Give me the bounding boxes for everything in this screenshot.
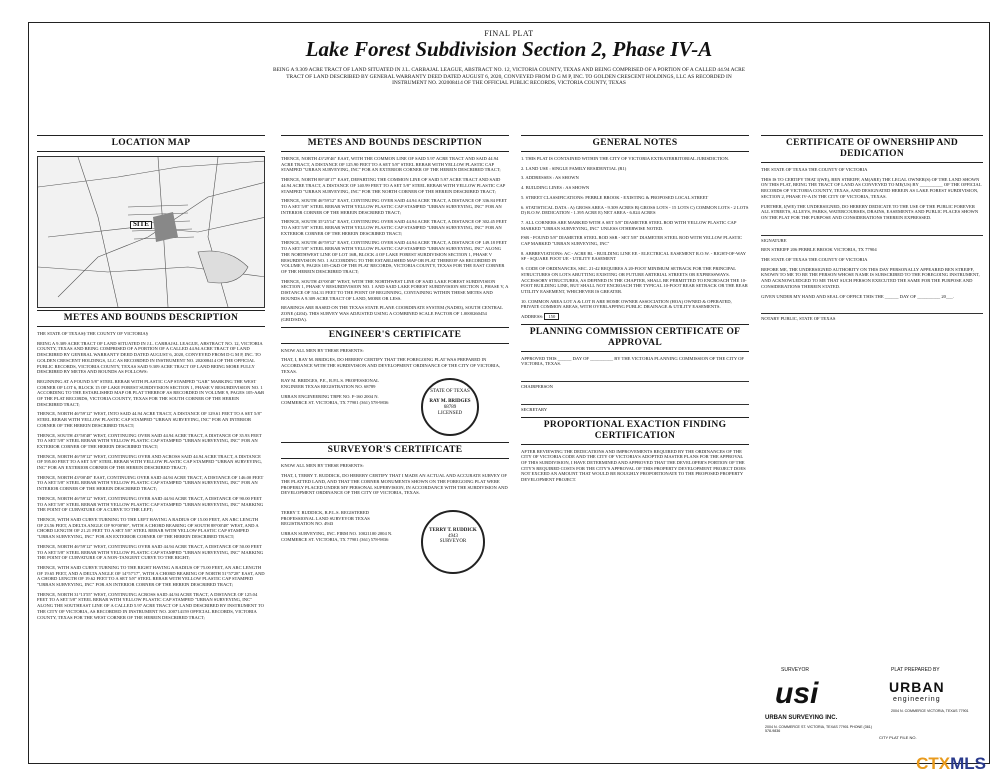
location-map-drawing: [38, 157, 265, 307]
metes-paragraph: THENCE, SOUTH 46°59'12" EAST, CONTINUING OVER SAID 44.94 ACRE TRACT, A DISTANCE OF 149.18 FEET TO A SET 5/8" STEEL REBAR WITH YELLOW PLASTIC CAP STAMPED "URBAN SURVEYING, INC" ALONG THE NORTHWEST LINE OF LOT 16B, BLOCK 4 OF LAKE FOREST SUBDIVISION SECTION 1, PHASE V RESUBDIVISION NO. 1 ACCORDING TO THE ESTABLISHED MAP OR PLAT THEREOF AS RECORDED IN VOLUME 9, PAGES 105-C&D OF THE PLAT RECORDS, VICTORIA COUNTY, TEXAS FOR THE EAST CORNER OF THE HEREIN DESCRIBED TRACT;: [281, 240, 507, 274]
general-note: 8. ABBREVIATIONS: AC - ACRE BL - BUILDING LINE EE - ELECTRICAL EASEMENT R.O.W. - RIGHT-OF-WAY SF - SQUARE FOOT UE - UTILITY EASEMENT: [521, 250, 746, 262]
general-notes-heading: GENERAL NOTES: [521, 135, 749, 152]
secretary-signature-line: [521, 396, 749, 405]
general-note: 9. CODE OF ORDINANCES, SEC. 21-42 REQUIRES A 20-FOOT MINIMUM SETBACK FOR THE PRINCIPAL STRUCTURES ON LOTS ABUTTING EXISTING OR FUTURE ARTERIAL STREETS OR EXPRESSWAYS. ACCESSORY STRUCTURES, AS DEFINED IN THE CHAPTER, SHALL BE PERMITTED TO ENCROACH THE 10-FOOT BUILDING LINE, BUT SHALL NOT ENCROACH THE TYPICAL 10-FOOT REAR SETBACK OR THE REAR UTILITY EASEMENT, WHICHEVER IS GREATER.: [521, 266, 748, 294]
ownership-p3: BEFORE ME, THE UNDERSIGNED AUTHORITY ON THIS DAY PERSONALLY APPEARED BEN STREIFF, KNOWN TO ME TO BE THE PERSON WHOSE NAME IS SUBSCRIBED TO THE FOREGOING INSTRUMENT, AND ACKNOWLEDGED TO ME THAT SUCH PERSON EXECUTED THE SAME FOR THE PURPOSE AND CONSIDERATIONS THEREIN STATED.: [761, 266, 980, 289]
surveyor-firm: URBAN SURVEYING, INC. FIRM NO. 10021100 2004 N. COMMERCE ST. VICTORIA, TX 77901 (361) 578-9836: [281, 531, 393, 542]
surveyor-heading: SURVEYOR'S CERTIFICATE: [281, 442, 509, 459]
owner-signature-line: [761, 227, 983, 236]
general-note: 10. COMMON AREA LOT A & LOT B ARE HOME OWNER ASSOCIATION (HOA) OWNED & OPERATED, PRIVATE COMMON AREAS, WITH OVERLAPPING PUBLIC DRAINAGE & UTILITY EASEMENTS.: [521, 298, 732, 310]
title-block-label: CITY PLAT FILE NO.: [879, 735, 917, 740]
general-note: 1. THIS PLAT IS CONTAINED WITHIN THE CITY OF VICTORIA EXTRATERRITORIAL JURISDICTION.: [521, 156, 730, 161]
ownership-p1: THIS IS TO CERTIFY THAT I(WE), BEN STREIFF, AM(ARE) THE LEGAL OWNER(S) OF THE LAND SHOWN ON THIS PLAT, BEING THE TRACT OF LAND AS CONVEYED TO ME(US) BY __________ OF THE OFFICIAL RECORDS OF VICTORIA COUNTY, TEXAS, AND DESIGNATED HEREIN AS LAKE FOREST SUBDIVISION, SECTION 2, PHASE IV-A IN THE CITY OF VICTORIA, TEXAS.: [761, 176, 982, 199]
ownership-p4: GIVEN UNDER MY HAND AND SEAL OF OFFICE THIS THE ______ DAY OF __________ 20___.: [761, 293, 954, 299]
metes-paragraph: THENCE, NORTH 43°00'48" EAST, CONTINUING OVER SAID 44.94 ACRE TRACT, A DISTANCE OF 146.00 FEET TO A SET 5/8" STEEL REBAR WITH YELLOW PLASTIC CAP STAMPED "URBAN SURVEYING, INC" FOR AN INTERIOR CORNER OF THE HEREIN DESCRIBED TRACT;: [37, 474, 264, 492]
general-note: 4. BUILDING LINES : AS SHOWN: [521, 185, 590, 191]
engineer-seal-line-2: RAY M. BRIDGES: [429, 399, 471, 405]
mls-text: MLS: [950, 754, 986, 773]
metes-paragraph: THENCE, SOUTH 43°58'48" WEST, CONTINUING OVER SAID 44.94 ACRE TRACT, A DISTANCE OF 35.93 FEET TO A SET 5/8" STEEL REBAR WITH YELLOW PLASTIC CAP STAMPED "URBAN SURVEYING, INC" FOR AN EXTERIOR CORNER OF THE HEREIN DESCRIBED TRACT;: [37, 432, 262, 449]
metes-paragraph: THENCE, NORTH 46°59'12" WEST, CONTINUING OVER SAID 44.94 ACRE TRACT, A DISTANCE OF 90.00 FEET TO A SET 5/8" STEEL REBAR WITH YELLOW PLASTIC CAP STAMPED "URBAN SURVEYING, INC" MARKING THE POINT OF CURVATURE OF A CURVE TO THE LEFT;: [37, 495, 264, 513]
metes-paragraph: BEGINNING AT A FOUND 5/8" STEEL REBAR WITH PLASTIC CAP STAMPED "GAR" MARKING THE WEST CORNER OF LOT 6, BLOCK 15 OF LAKE FOREST SUBDIVISION SECTION 1, PHASE V RESUBDIVISION NO. 1 ACCORDING TO THE ESTABLISHED MAP OR PLAT THEREOF AS RECORDED IN VOLUME 9, PAGES 105-A&B OF THE PLAT RECORDS, VICTORIA COUNTY, TEXAS FOR THE SOUTH CORNER OF THE HEREIN DESCRIBED TRACT;: [37, 378, 265, 407]
surveyor-seal: [421, 510, 485, 574]
general-note: 2. LAND USE : SINGLE FAMILY RESIDENTIAL (R1): [521, 165, 627, 171]
engineer-seal-line-3: 68789: [443, 404, 457, 410]
logo-block: [761, 665, 989, 763]
metes-paragraph: THENCE, SOUTH 43°00'48" WEST, WITH THE NORTHWEST LINE OF SAID LAKE FOREST SUBDIVISION SECTION 1, PHASE V RESUBDIVISION NO. 1 AND SAID LAKE FOREST SUBDIVISION SECTION 1, PHASE V, A DISTANCE OF 534.31 FEET TO THE POINT OF BEGINNING, CONTAINING WITHIN THESE METES AND BOUNDS A 9.309 ACRE TRACT OF LAND, MORE OR LESS.: [281, 278, 509, 301]
surveyor-body: THAT, I, TERRY T. RUDDICK, DO HEREBY CERTIFY THAT I MADE AN ACTUAL AND ACCURATE SURVEY OF THE PLATTED LAND, AND THAT THE CORNER MONUMENTS SHOWN ON THE FOREGOING PLAT WERE PROPERLY PLACED UNDER MY PERSONAL SUPERVISION, IN ACCORDANCE WITH THE SUBDIVISION AND DEVELOPMENT ORDINANCE OF THE CITY OF VICTORIA, TEXAS.: [281, 473, 508, 496]
metes-bounds-heading-left: METES AND BOUNDS DESCRIPTION: [37, 310, 265, 327]
usi-address: 2004 N. COMMERCE ST. VICTORIA, TEXAS 77901 PHONE (361) 578-9836: [765, 725, 872, 733]
address-box: 150: [544, 313, 559, 320]
metes-paragraph: THENCE, SOUTH 35°25'14" EAST, CONTINUING OVER SAID 44.94 ACRE TRACT, A DISTANCE OF 302.45 FEET TO A SET 5/8" STEEL REBAR WITH YELLOW PLASTIC CAP STAMPED "URBAN SURVEYING, INC" FOR AN EXTERIOR CORNER OF THE HEREIN DESCRIBED TRACT;: [281, 219, 507, 236]
engineer-signer: RAY M. BRIDGES, P.E., R.P.L.S. PROFESSIONAL ENGINEER TEXAS REGISTRATION NO. 68789: [281, 378, 379, 390]
secretary-label: SECRETARY: [521, 406, 548, 412]
general-note: 7. ALL CORNERS ARE MARKED WITH A SET 5/8" DIAMETER STEEL ROD WITH YELLOW PLASTIC CAP MARKED "URBAN SURVEYING, INC" UNLESS OTHERWISE NOTED.: [521, 219, 737, 231]
general-note: 3. ADDRESSES : AS SHOWN: [521, 175, 579, 181]
location-map: [37, 156, 265, 308]
engineer-signature-block: [281, 378, 509, 440]
ownership-county: THE STATE OF TEXAS THE COUNTY OF VICTORIA: [761, 167, 868, 172]
ctx-text: CTX: [916, 754, 951, 773]
planning-body: APPROVED THIS ______ DAY OF __________ BY THE VICTORIA PLANNING COMMISSION OF THE CITY OF VICTORIA, TEXAS.: [521, 355, 744, 367]
engineer-seal-line-1: STATE OF TEXAS: [430, 389, 470, 395]
usi-name: URBAN SURVEYING INC.: [765, 715, 838, 721]
engineer-firm: URBAN ENGINEERING TBPE NO. F-160 2004 N. COMMERCE ST. VICTORIA, TX 77901 (361) 578-9836: [281, 393, 389, 405]
column-2: [281, 133, 509, 751]
engineer-heading: ENGINEER'S CERTIFICATE: [281, 327, 509, 344]
surveyor-signature-block: [281, 510, 509, 590]
signature-label: SIGNATURE: [761, 237, 787, 243]
metes-paragraph: THENCE, NORTH 46°59'12" WEST, INTO SAID 44.94 ACRE TRACT, A DISTANCE OF 129.61 FEET TO A SET 5/8" STEEL REBAR WITH YELLOW PLASTIC CAP STAMPED "URBAN SURVEYING, INC" FOR AN INTERIOR CORNER OF THE HEREIN DESCRIBED TRACT;: [37, 411, 262, 428]
plat-sheet: [28, 22, 990, 764]
metes-paragraph: THENCE, NORTH 43°29'46" EAST, WITH THE COMMON LINE OF SAID 5.97 ACRE TRACT AND SAID 44.94 ACRE TRACT, A DISTANCE OF 125.90 FEET TO A SET 5/8" STEEL REBAR WITH YELLOW PLASTIC CAP STAMPED "URBAN SURVEYING, INC" FOR AN EXTERIOR CORNER OF THE HEREIN DESCRIBED TRACT;: [281, 156, 501, 173]
surveyor-seal-line-2: 4943: [448, 533, 458, 539]
final-plat-label: FINAL PLAT: [484, 29, 534, 38]
metes-paragraph: THENCE, NORTH 31°13'55" WEST, CONTINUING ACROSS SAID 44.94 ACRE TRACT, A DISTANCE OF 125.04 FEET TO A SET 5/8" STEEL REBAR WITH YELLOW PLASTIC CAP STAMPED "URBAN SURVEYING, INC" ALONG THE SOUTHEAST LINE OF A CALLED 5.97 ACRE TRACT OF LAND DESCRIBED BY INSTRUMENT TO THE CITY OF VICTORIA, AS RECORDED IN INSTRUMENT NO. 200714159 OFFICIAL RECORDS, VICTORIA COUNTY, TEXAS FOR THE WEST CORNER OF THE HEREIN DESCRIBED TRACT;: [37, 591, 264, 620]
chair-label: CHAIRPERSON: [521, 384, 553, 390]
metes-paragraph: THENCE, NORTH 46°59'12" WEST, CONTINUING OVER SAID 44.94 ACRE TRACT, A DISTANCE OF 50.00 FEET TO A SET 5/8" STEEL REBAR WITH YELLOW PLASTIC CAP STAMPED "URBAN SURVEYING, INC" MARKING THE POINT OF CURVATURE OF A NON-TANGENT CURVE TO THE RIGHT;: [37, 543, 264, 561]
surveyor-seal-line-1: TERRY T. RUDDICK: [429, 527, 477, 533]
metes-right-paragraphs: [281, 156, 509, 323]
plat-subtitle: BEING A 9.309 ACRE TRACT OF LAND SITUATED IN J.L. CARBAJAL LEAGUE, ABSTRACT NO. 12, VICTORIA COUNTY, TEXAS AND BEING COMPRISED OF A PORTION OF A CALLED 44.94 ACRE TRACT OF LAND DESCRIBED BY GENERAL WARRANTY DEED DATED AUGUST 6, 2020, CONVEYED FROM D G M P, INC. TO GOLDEN CRESCENT HOLDINGS, LLC AS RECORDED IN INSTRUMENT NO. 202008414 OF THE OFFICIAL PUBLIC RECORDS, VICTORIA COUNTY, TEXAS: [273, 67, 745, 87]
ctxmls-watermark: [916, 754, 986, 774]
engineer-body: THAT, I, RAY M. BRIDGES, DO HEREBY CERTIFY THAT THE FOREGOING PLAT WAS PREPARED IN ACCORDANCE WITH THE SUBDIVISION AND DEVELOPMENT ORDINANCE OF THE CITY OF VICTORIA, TEXAS.: [281, 357, 501, 374]
column-3: [521, 133, 749, 751]
metes-bounds-heading-right: METES AND BOUNDS DESCRIPTION: [281, 135, 509, 152]
exaction-body: AFTER REVIEWING THE DEDICATIONS AND IMPROVEMENTS REQUIRED BY THE ORDINANCES OF THE CITY OF VICTORIA CODE AND THE CITY OF VICTORIA'S ADOPTED MASTER PLANS FOR THE APPROVAL OF THIS SUBDIVISION, I HAVE DETERMINED AND APPROVED THAT THE DEVELOPER'S PORTION OF THE CITY'S REQUIRED COSTS FOR THE CITY'S APPROVAL OF THIS PROPERTY DEVELOPMENT PROJECT DOES NOT EXCEED AN AMOUNT THAT WOULD BE ROUGHLY PROPORTIONATE TO THE PROPOSED PROPERTY DEVELOPMENT PROJECT.: [521, 448, 746, 483]
column-1: [37, 133, 265, 751]
metes-county: THE STATE OF TEXAS§ THE COUNTY OF VICTORIA§: [37, 331, 149, 336]
general-notes-list: [521, 156, 749, 310]
urban-address: 2004 N. COMMERCE VICTORIA, TEXAS 77901: [891, 709, 969, 713]
engineering-label: engineering: [893, 696, 941, 703]
metes-paragraph: THENCE, NORTH 46°59'12" WEST, CONTINUING OVER AND ACROSS SAID 44.94 ACRE TRACT, A DISTANCE OF 595.00 FEET TO A SET 5/8" STEEL REBAR WITH YELLOW PLASTIC CAP STAMPED "URBAN SURVEYING, INC" FOR AN EXTERIOR CORNER OF THE HEREIN DESCRIBED TRACT;: [37, 453, 262, 471]
urban-logo: URBAN: [889, 679, 945, 695]
chair-signature-line: [521, 373, 749, 382]
metes-left-paragraphs: [37, 341, 265, 621]
metes-paragraph: THENCE, WITH SAID CURVE TURNING TO THE RIGHT HAVING A RADIUS OF 75.00 FEET, AN ARC LENGTH OF 19.65 FEET, AND A DELTA ANGLE OF 14°57'17", WITH A CHORD BEARING OF NORTH 51°57'28" EAST, AND A CHORD LENGTH OF 19.62 FEET TO A SET 5/8" STEEL REBAR WITH YELLOW PLASTIC CAP STAMPED "URBAN SURVEYING, INC" FOR AN INTERIOR CORNER OF THE HEREIN DESCRIBED TRACT;: [37, 564, 265, 588]
usi-logo: usi: [775, 677, 819, 710]
column-4: [761, 133, 983, 663]
plat-title: Lake Forest Subdivision Section 2, Phase IV-A: [305, 37, 713, 61]
general-note: FSR - FOUND 5/8" DIAMETER STEEL ROD SSR - SET 5/8" DIAMETER STEEL ROD WITH YELLOW PLASTIC CAP MARKED "URBAN SURVEYING, INC": [521, 235, 742, 247]
planning-heading: PLANNING COMMISSION CERTIFICATE OF APPROVAL: [521, 324, 749, 352]
site-label: SITE: [130, 221, 152, 229]
surveyor-intro: KNOW ALL MEN BY THESE PRESENTS:: [281, 463, 364, 469]
ownership-p2: FURTHER, I(WE) THE UNDERSIGNED, DO HEREBY DEDICATE TO THE USE OF THE PUBLIC FOREVER ALL STREETS, ALLEYS, PARKS, WATERCOURSES, DRAINS, EASEMENTS AND PUBLIC PLACES SHOWN ON THE PLAT FOR THE PURPOSE AND CONSIDERATIONS THEREIN EXPRESSED.: [761, 203, 979, 220]
metes-paragraph: BEING A 9.309 ACRE TRACT OF LAND SITUATED IN J.L. CARBAJAL LEAGUE, ABSTRACT NO. 12, VICTORIA COUNTY, TEXAS AND BEING COMPRISED OF A PORTION OF A CALLED 44.94 ACRE TRACT OF LAND DESCRIBED BY GENERAL WARRANTY DEED DATED AUGUST 6, 2020, CONVEYED FROM D G M P, INC. TO GOLDEN CRESCENT HOLDINGS, LLC AS RECORDED IN INSTRUMENT NO. 202008414 OF THE OFFICIAL PUBLIC RECORDS, VICTORIA COUNTY, TEXAS SAID 9.309 ACRE TRACT OF LAND BEING MORE FULLY DESCRIBED BY METES AND BOUNDS AS FOLLOWS:: [37, 340, 263, 375]
owner-info: BEN STREIFF 206 PEBBLE BROOK VICTORIA, TX 77904: [761, 247, 877, 253]
surveyor-signer: TERRY T. RUDDICK, R.P.L.S. REGISTERED PROFESSIONAL LAND SURVEYOR TEXAS REGISTRATION NO. 4943: [281, 509, 370, 527]
notary-label: NOTARY PUBLIC, STATE OF TEXAS: [761, 316, 836, 322]
notary-signature-line: [761, 305, 983, 314]
surveyor-seal-line-3: SURVEYOR: [439, 539, 467, 545]
engineer-seal-line-4: LICENSED: [437, 410, 463, 416]
engineer-intro: KNOW ALL MEN BY THESE PRESENTS:: [281, 347, 364, 353]
general-note: 5. STREET CLASSIFICATIONS: PEBBLE BROOK - EXISTING & PROPOSED LOCAL STREET: [521, 194, 709, 200]
ownership-county-2: THE STATE OF TEXAS THE COUNTY OF VICTORIA: [761, 257, 868, 263]
address-box-note: ADDRESS: 150: [521, 314, 749, 320]
metes-paragraph: BEARINGS ARE BASED ON THE TEXAS STATE PLANE COORDINATE SYSTEM (NAD83), SOUTH CENTRAL ZONE (4204). THIS SURVEY WAS ADJUSTED USING A COMBINED SCALE FACTOR OF 1.0000260454 (GRID/SDA).: [281, 305, 503, 322]
location-map-heading: LOCATION MAP: [37, 135, 265, 152]
site-parcel: [153, 212, 178, 242]
engineer-seal: [421, 378, 479, 436]
general-note: 6. STATISTICAL DATA : A) GROSS AREA - 9.309 ACRES B) GROSS LOTS - 15 LOTS C) COMMON LOTS - 2 LOTS D) R.O.W. DEDICATION - 1.395 ACRE E) NET AREA - 6.824 ACRES: [521, 204, 749, 216]
ownership-heading: CERTIFICATE OF OWNERSHIP AND DEDICATION: [761, 135, 983, 163]
metes-paragraph: THENCE, WITH SAID CURVE TURNING TO THE LEFT HAVING A RADIUS OF 15.00 FEET, AN ARC LENGTH OF 23.56 FEET, A DELTA ANGLE OF 90°00'00", WITH A CHORD BEARING OF SOUTH 88°00'48" WEST, AND A CHORD LENGTH OF 21.21 FEET TO A SET 5/8" STEEL REBAR WITH YELLOW PLASTIC CAP STAMPED "URBAN SURVEYING, INC" FOR AN EXTERIOR CORNER OF THE HEREIN DESCRIBED TRACT;: [37, 516, 259, 540]
metes-paragraph: THENCE, SOUTH 46°59'12" EAST, CONTINUING OVER SAID 44.94 ACRE TRACT, A DISTANCE OF 336.84 FEET TO A SET 5/8" STEEL REBAR WITH YELLOW PLASTIC CAP STAMPED "URBAN SURVEYING, INC" FOR AN INTERIOR CORNER OF THE HEREIN DESCRIBED TRACT;: [281, 198, 507, 215]
surveyor-label: SURVEYOR: [781, 667, 809, 673]
metes-paragraph: THENCE, NORTH 88°40'17" EAST, DEPARTING THE COMMON LINE OF SAID 5.97 ACRE TRACT AND SAID 44.94 ACRE TRACT, A DISTANCE OF 140.99 FEET TO A SET 5/8" STEEL REBAR WITH YELLOW PLASTIC CAP STAMPED "URBAN SURVEYING, INC" FOR THE NORTH CORNER OF THE HEREIN DESCRIBED TRACT;: [281, 177, 506, 194]
prepared-by-label: PLAT PREPARED BY: [891, 667, 940, 673]
exaction-heading: PROPORTIONAL EXACTION FINDING CERTIFICATION: [521, 417, 749, 445]
